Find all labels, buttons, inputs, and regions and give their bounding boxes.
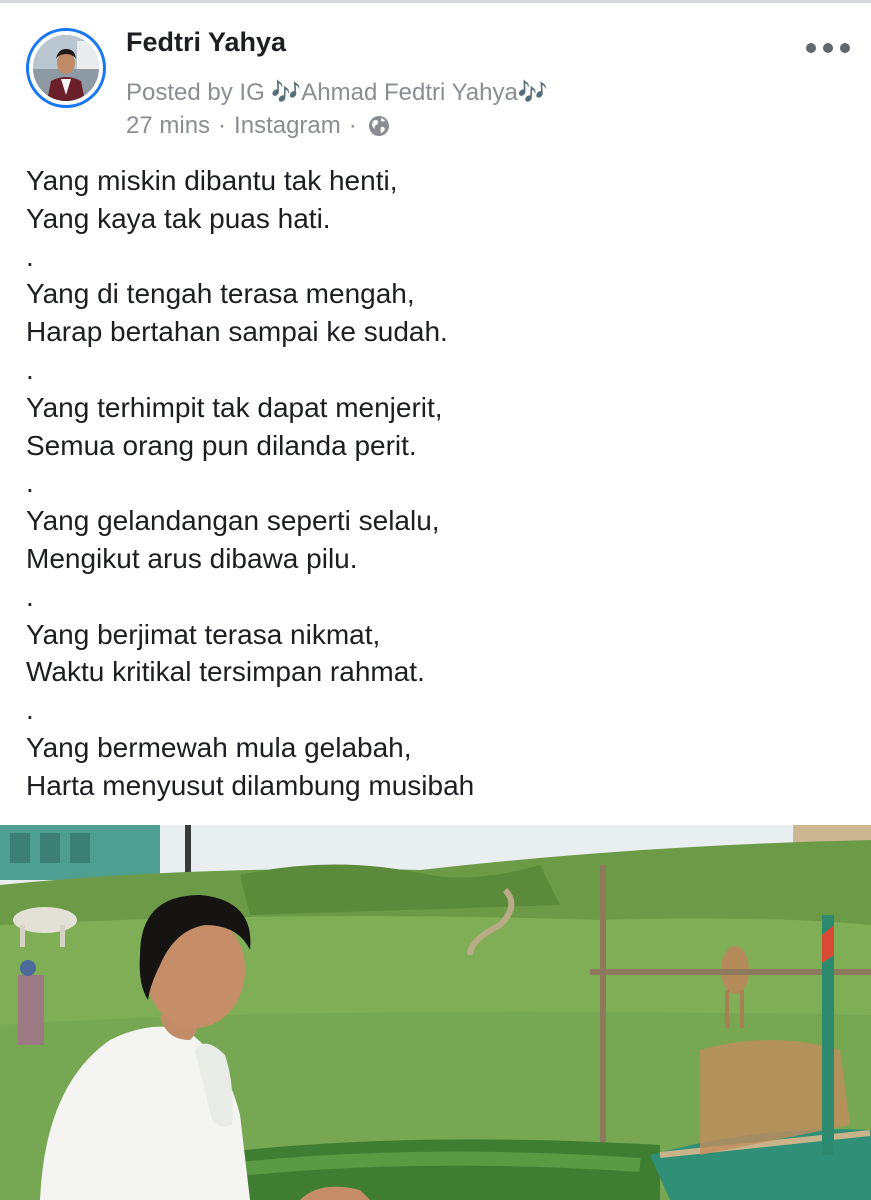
post-text-line: Mengikut arus dibawa pilu. [26,542,358,574]
profile-avatar[interactable] [26,28,106,108]
meta-separator: · [348,112,357,139]
post-photo[interactable] [0,825,871,1200]
post-text-line: . [26,353,34,385]
post-text-line: . [26,580,34,612]
post-text-line: . [26,694,34,726]
dot-icon [806,43,816,53]
post-text-line: Yang bermewah mula gelabah, [26,731,412,763]
author-name[interactable]: Fedtri Yahya [126,27,287,57]
post-source: Instagram [234,112,341,139]
post-text-line: Yang kaya tak puas hati. [26,202,331,234]
dot-icon [840,43,850,53]
meta-separator: · [218,112,227,139]
dot-icon [823,43,833,53]
posted-by-text[interactable]: Posted by IG 🎶Ahmad Fedtri Yahya🎶 [126,79,548,106]
avatar-photo [33,35,99,101]
post-text-line: . [26,467,34,499]
top-divider [0,0,871,3]
post-text-line: Yang miskin dibantu tak henti, [26,165,398,196]
post-text-line: . [26,240,34,272]
more-options-icon[interactable] [806,36,850,60]
post-text-line: Yang gelandangan seperti selalu, [26,505,440,537]
post-text [26,162,846,805]
post-text-line: Yang terhimpit tak dapat menjerit, [26,391,443,423]
post-time[interactable]: 27 mins [126,112,211,139]
post-text-line: Harap bertahan sampai ke sudah. [26,316,448,348]
post-text-line: Waktu kritikal tersimpan rahmat. [26,656,425,688]
globe-icon[interactable] [367,114,391,138]
post-text-line: Yang di tengah terasa mengah, [26,278,415,310]
post-text-line: Yang berjimat terasa nikmat, [26,618,381,650]
post-meta [126,112,391,140]
post-text-line: Harta menyusut dilambung musibah [26,769,475,801]
post-text-line: Semua orang pun dilanda perit. [26,429,417,461]
